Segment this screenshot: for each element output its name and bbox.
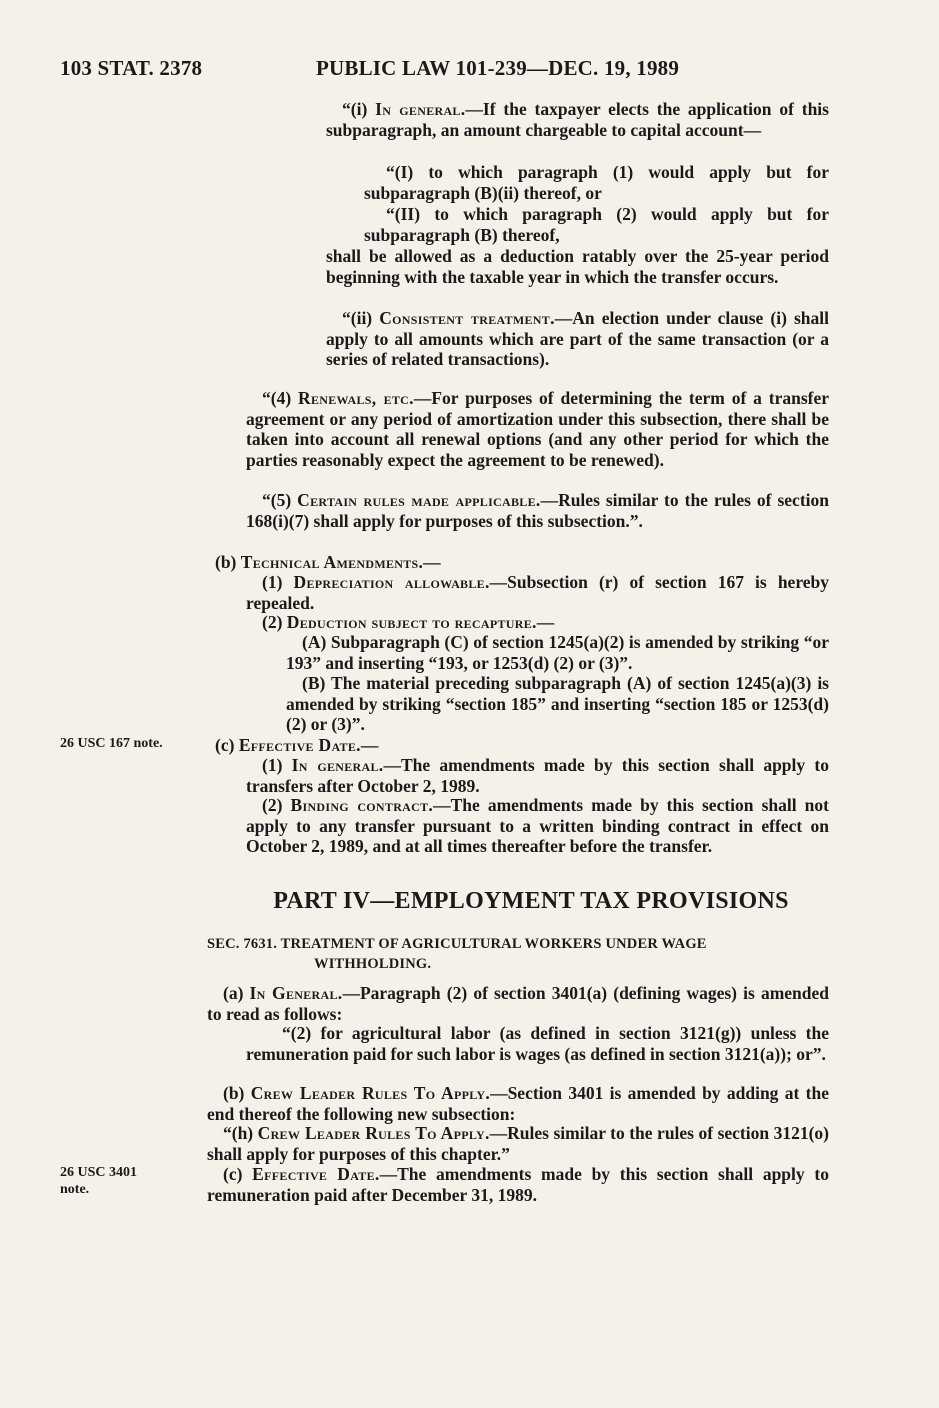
margin-note-26-usc-3401 bbox=[60, 1164, 137, 1198]
section-7631-heading bbox=[207, 934, 829, 974]
new-subsection-h: “(h) Crew Leader Rules To Apply.—Rules similar to the rules of section 3121(o) shall apply for purposes of this chapter.” bbox=[207, 1123, 829, 1164]
subclause-II: “(II) to which paragraph (2) would apply but for subparagraph (B) thereof, bbox=[364, 204, 829, 245]
margin-note-26-usc-167: 26 USC 167 note. bbox=[60, 736, 163, 751]
subclause-I: “(I) to which paragraph (1) would apply but for subparagraph (B)(ii) thereof, or bbox=[364, 162, 829, 203]
page-stat-reference: 103 STAT. 2378 bbox=[60, 56, 203, 80]
clause-i-in-general: “(i) In general.—If the taxpayer elects the application of this subparagraph, an amount chargeable to capital account— bbox=[326, 99, 829, 140]
subsection-c-effective-date: (c) Effective Date.— bbox=[215, 735, 379, 755]
section-7631-subsection-b: (b) Crew Leader Rules To Apply.—Section 3401 is amended by adding at the end thereof the following new subsection: bbox=[207, 1083, 829, 1124]
paragraph-4-renewals: “(4) Renewals, etc.—For purposes of determining the term of a transfer agreement or any period of amortization under this subsection, there shall be taken into account all renewal options (and any other period for which the parties reasonably expect the agreement to be renewed). bbox=[246, 388, 829, 470]
agricultural-labor-quote: “(2) for agricultural labor (as defined in section 3121(g)) unless the remuneration paid for such labor is wages (as defined in section 3121(a)); or”. bbox=[246, 1023, 829, 1064]
section-heading-line1: SEC. 7631. TREATMENT OF AGRICULTURAL WORKERS UNDER WAGE bbox=[207, 936, 707, 952]
subparagraph-A-amendment: (A) Subparagraph (C) of section 1245(a)(2) is amended by striking “or 193” and inserting “193, or 1253(d) (2) or (3)”. bbox=[286, 632, 829, 673]
section-heading-line2: WITHHOLDING. bbox=[314, 956, 432, 972]
clause-ii-consistent-treatment: “(ii) Consistent treatment.—An election under clause (i) shall apply to all amounts which are part of the same transaction (or a series of related transactions). bbox=[326, 308, 829, 369]
section-7631-subsection-c: (c) Effective Date.—The amendments made by this section shall apply to remuneration paid after December 31, 1989. bbox=[207, 1164, 829, 1205]
effective-date-binding-contract: (2) Binding contract.—The amendments made by this section shall not apply to any transfer pursuant to a written binding contract in effect on October 2, 1989, and at all times thereafter before the transfer. bbox=[246, 795, 829, 856]
deduction-allowed-paragraph: shall be allowed as a deduction ratably over the 25-year period beginning with the taxable year in which the transfer occurs. bbox=[326, 246, 829, 287]
paragraph-2-deduction-recapture: (2) Deduction subject to recapture.— bbox=[262, 612, 555, 632]
margin-note-line: note. bbox=[60, 1182, 90, 1197]
margin-note-line: 26 USC 3401 bbox=[60, 1165, 138, 1180]
part-heading: PART IV—EMPLOYMENT TAX PROVISIONS bbox=[273, 888, 789, 914]
paragraph-5-certain-rules: “(5) Certain rules made applicable.—Rules similar to the rules of section 168(i)(7) shall apply for purposes of this subsection.”. bbox=[246, 490, 829, 531]
section-7631-subsection-a: (a) In General.—Paragraph (2) of section 3401(a) (defining wages) is amended to read as follows: bbox=[207, 983, 830, 1024]
effective-date-in-general: (1) In general.—The amendments made by this section shall apply to transfers after October 2, 1989. bbox=[246, 755, 829, 796]
page-law-reference: PUBLIC LAW 101-239—DEC. 19, 1989 bbox=[316, 56, 680, 80]
paragraph-1-depreciation-allowable: (1) Depreciation allowable.—Subsection (r) of section 167 is hereby repealed. bbox=[246, 572, 830, 613]
subsection-b-technical-amendments: (b) Technical Amendments.— bbox=[215, 552, 441, 572]
subparagraph-B-amendment: (B) The material preceding subparagraph (A) of section 1245(a)(3) is amended by striking “section 185” and inserting “section 185 or 1253(d) (2) or (3)”. bbox=[286, 673, 829, 734]
